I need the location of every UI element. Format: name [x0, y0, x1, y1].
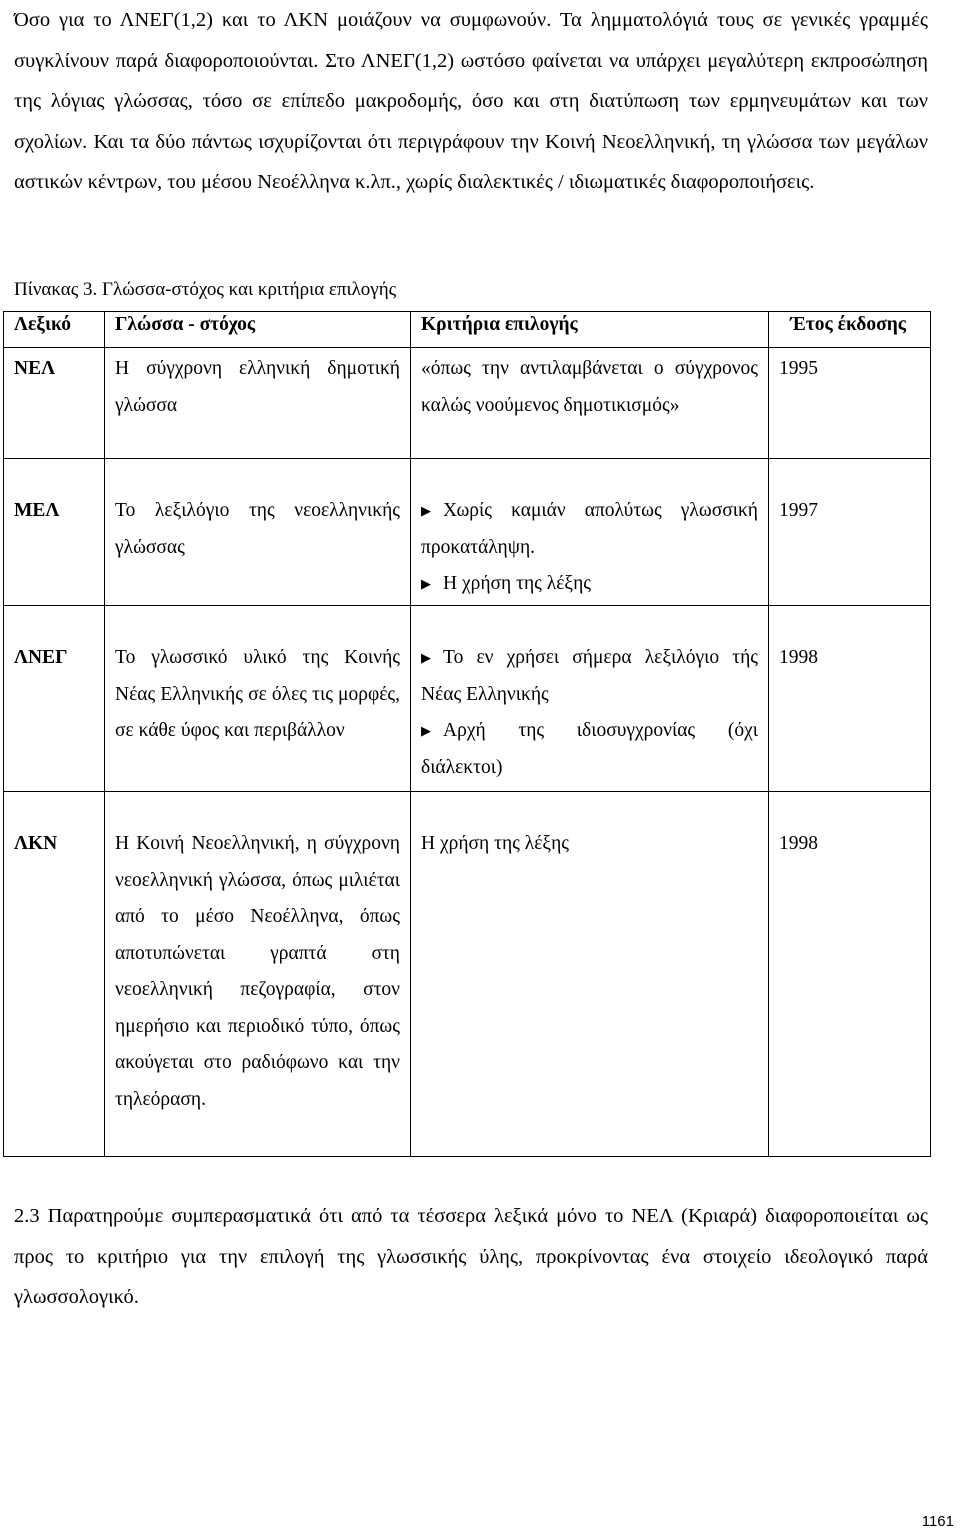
table-row [4, 459, 931, 606]
triangle-right-icon: ▶ [421, 503, 431, 518]
criteria-bullet: ▶ Το εν χρήσει σήμερα λεξιλόγιο τής Νέας Ελληνικής [421, 640, 758, 713]
table-caption: Πίνακας 3. Γλώσσα-στόχος και κριτήρια επιλογής [14, 279, 397, 300]
cell-lexicon: ΛΚΝ [4, 792, 105, 1157]
cell-lexicon: ΝΕΛ [4, 348, 105, 459]
header-year: Έτος έκδοσης [769, 312, 931, 348]
triangle-right-icon: ▶ [421, 576, 431, 591]
header-target: Γλώσσα - στόχος [105, 312, 411, 348]
table-row [4, 606, 931, 792]
cell-target: Η σύγχρονη ελληνική δημοτική γλώσσα [105, 348, 411, 459]
cell-criteria [411, 459, 769, 606]
cell-lexicon: ΜΕΛ [4, 459, 105, 606]
paragraph-bottom: 2.3 Παρατηρούμε συμπερασματικά ότι από τα τέσσερα λεξικά μόνο το ΝΕΛ (Κριαρά) διαφοροποιείται ως προς το κριτήριο για την επιλογή της γλωσσικής ύλης, προκρίνοντας ένα στοιχείο ιδεολογικό παρά γλωσσολογικό. [14, 1205, 928, 1308]
table-row [4, 792, 931, 1157]
criteria-bullet: ▶ Η χρήση της λέξης [421, 566, 758, 603]
criteria-bullet: ▶ Χωρίς καμιάν απολύτως γλωσσική προκατάληψη. [421, 493, 758, 566]
cell-year: 1995 [769, 348, 931, 459]
paragraph-top: Όσο για το ΛΝΕΓ(1,2) και το ΛΚΝ μοιάζουν να συμφωνούν. Τα λημματολόγιά τους σε γενικές γραμμές συγκλίνουν παρά διαφοροποιούνται. Στο ΛΝΕΓ(1,2) ωστόσο φαίνεται να υπάρχει μεγαλύτερη εκπροσώπηση της λόγιας γλώσσας, τόσο σε επίπεδο μακροδομής, όσο και στη διατύπωση των ερμηνευμάτων και των σχολίων. Και τα δύο πάντως ισχυρίζονται ότι περιγράφουν την Κοινή Νεοελληνική, τη γλώσσα των μεγάλων αστικών κέντρων, του μέσου Νεοέλληνα κ.λπ., χωρίς διαλεκτικές / ιδιωματικές διαφοροποιήσεις. [14, 9, 928, 193]
cell-target: Το λεξιλόγιο της νεοελληνικής γλώσσας [105, 459, 411, 606]
criteria-bullet: ▶ Αρχή της ιδιοσυγχρονίας (όχι διάλεκτοι) [421, 713, 758, 786]
cell-year: 1998 [769, 606, 931, 792]
cell-lexicon: ΛΝΕΓ [4, 606, 105, 792]
cell-criteria: Η χρήση της λέξης [411, 792, 769, 1157]
triangle-right-icon: ▶ [421, 723, 431, 738]
header-lexicon: Λεξικό [4, 312, 105, 348]
cell-target: Το γλωσσικό υλικό της Κοινής Νέας Ελληνικής σε όλες τις μορφές, σε κάθε ύφος και περιβάλλον [105, 606, 411, 792]
triangle-right-icon: ▶ [421, 650, 431, 665]
header-criteria: Κριτήρια επιλογής [411, 312, 769, 348]
table-row [4, 348, 931, 459]
cell-target: Η Κοινή Νεοελληνική, η σύγχρονη νεοελληνική γλώσσα, όπως μιλιέται από το μέσο Νεοέλληνα, όπως αποτυπώνεται γραπτά στη νεοελληνική πεζογραφία, στον ημερήσιο και περιοδικό τύπο, όπως ακούγεται στο ραδιόφωνο και την τηλεόραση. [105, 792, 411, 1157]
cell-criteria [411, 606, 769, 792]
cell-year: 1998 [769, 792, 931, 1157]
table-header-row [4, 312, 931, 348]
cell-criteria: «όπως την αντιλαμβάνεται ο σύγχρονος καλώς νοούμενος δημοτικισμός» [411, 348, 769, 459]
lexicon-table [3, 311, 931, 1157]
cell-year: 1997 [769, 459, 931, 606]
page-number: 1161 [921, 1513, 954, 1530]
